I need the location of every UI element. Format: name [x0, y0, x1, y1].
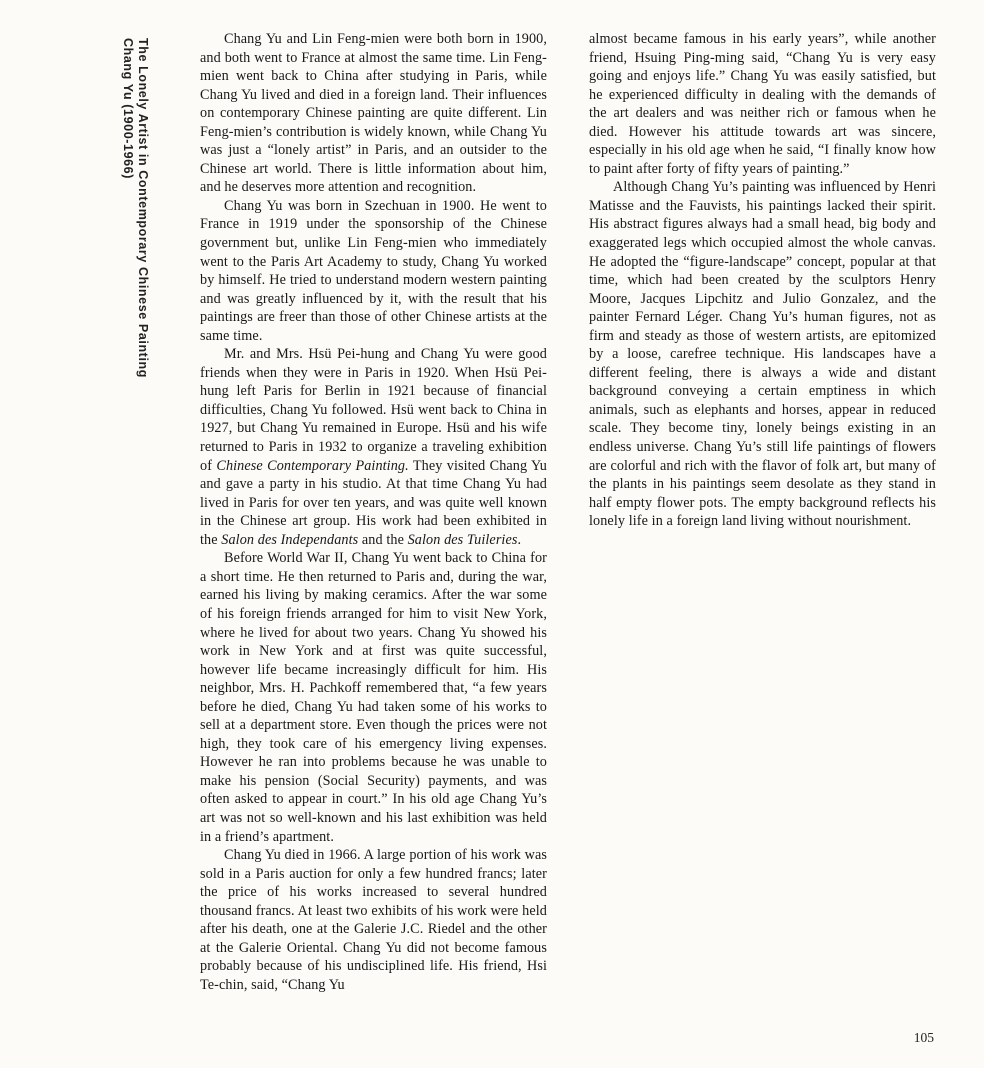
paragraph	[200, 549, 547, 846]
text-segment: .	[517, 531, 522, 548]
italic-text-segment: Salon des Tuileries	[407, 531, 518, 548]
book-title: Chang Yu (1900-1966)	[121, 38, 135, 179]
paragraph	[200, 30, 547, 197]
text-columns	[200, 30, 936, 994]
text-segment: Before World War II, Chang Yu went back to China for a short time. He then returned to Paris and, during the war, earned his living by making ceramics. After the war some of his foreign friends arranged for him to visit New York, where he lived for about two years. Chang Yu showed his work in New York and at first was quite successful, however life became increasingly difficult for him. His neighbor, Mrs. H. Pachkoff remembered that, “a few years before he died, Chang Yu had taken some of his works to sell at a department store. Even though the prices were not high, they took care of his emergency living expenses. However he ran into problems because he was unable to make his pension (Social Security) payments, and was often asked to appear in court.” In his old age Chang Yu’s art was not so well-known and his last exhibition was held in a friend’s apartment.	[200, 550, 547, 845]
text-segment: almost became famous in his early years”, while another friend, Hsuing Ping-ming said, “Chang Yu is very easy going and enjoys life.” Chang Yu was easily satisfied, but he experienced difficulty in dealing with the demands of the art dealers and was neither rich or famous when he died. However his attitude towards art was sincere, especially in his old age when he said, “I finally know how to paint after forty of fifty years of painting.”	[589, 31, 936, 177]
text-segment: Chang Yu and Lin Feng-mien were both born in 1900, and both went to France at almost the same time. Lin Feng-mien went back to China after studying in Paris, while Chang Yu lived and died in a foreign land. Their influences on contemporary Chinese painting are quite different. Lin Feng-mien’s contribution is widely known, while Chang Yu was just a “lonely artist” in Paris, and an outsider to the Chinese art world. There is little information about him, and he deserves more attention and recognition.	[200, 31, 547, 196]
text-segment: Mr. and Mrs. Hsü Pei-hung and Chang Yu were good friends when they were in Paris in 1920. When Hsü Pei-hung left Paris for Berlin in 1921 because of financial difficulties, Chang Yu followed. Hsü went back to China in 1927, but Chang Yu remained in Europe. Hsü and his wife returned to Paris in 1932 to organize a traveling exhibition of	[200, 346, 547, 474]
text-segment: Although Chang Yu’s painting was influenced by Henri Matisse and the Fauvists, his paintings lacked their spirit. His abstract figures always had a small head, big body and exaggerated legs which occupied almost the whole canvas. He adopted the “figure-landscape” concept, popular at that time, which had been created by the sculptors Henry Moore, Jacques Lipchitz and Julio Gonzalez, and the painter Fernard Léger. Chang Yu’s human figures, not as firm and steady as those of western artists, are epitomized by a loose, carefree technique. His landscapes have a different feeling, there is always a wide and distant background conveying a certain emptiness in which animals, such as elephants and horses, appear in reduced scale. They become tiny, lonely beings existing in an endless universe. Chang Yu’s still life paintings of flowers are colorful and rich with the flavor of folk art, but many of the plants in his paintings seem desolate as they stand in half empty flower pots. The empty background reflects his lonely life in a foreign land living without nourishment.	[589, 179, 936, 530]
text-segment: Chang Yu was born in Szechuan in 1900. He went to France in 1919 under the sponsorship of the Chinese government but, unlike Lin Feng-mien who immediately went to the Paris Art Academy to study, Chang Yu worked by himself. He tried to understand modern western painting and was greatly influenced by it, with the result that his paintings are freer than those of other Chinese artists at the same time.	[200, 197, 547, 344]
page-number: 105	[913, 1030, 934, 1045]
text-segment: and the	[358, 531, 408, 548]
paragraph	[200, 197, 547, 345]
paragraph	[589, 178, 936, 530]
left-column	[200, 30, 547, 994]
paragraph	[589, 30, 936, 178]
sidebar-vertical-title	[120, 38, 150, 678]
text-segment: They visited Chang Yu and gave a party in his studio. At that time Chang Yu had lived in Paris for over ten years, and was quite well known in the Chinese art group. His work had been exhibited in the	[200, 457, 547, 548]
italic-text-segment: Chinese Contemporary Painting.	[216, 457, 409, 474]
text-segment: Chang Yu died in 1966. A large portion of his work was sold in a Paris auction for only a few hundred francs; later the price of his works increased to several hundred thousand francs. At least two exhibits of his work were held after his death, one at the Galerie J.C. Riedel and the other at the Galerie Oriental. Chang Yu did not become famous probably because of his undisciplined life. His friend, Hsi Te-chin, said, “Chang Yu	[200, 847, 547, 993]
paragraph	[200, 846, 547, 994]
right-column	[589, 30, 936, 994]
book-subtitle: The Lonely Artist in Contemporary Chinese Painting	[136, 38, 150, 378]
paragraph	[200, 345, 547, 549]
italic-text-segment: Salon des Independants	[221, 531, 359, 548]
